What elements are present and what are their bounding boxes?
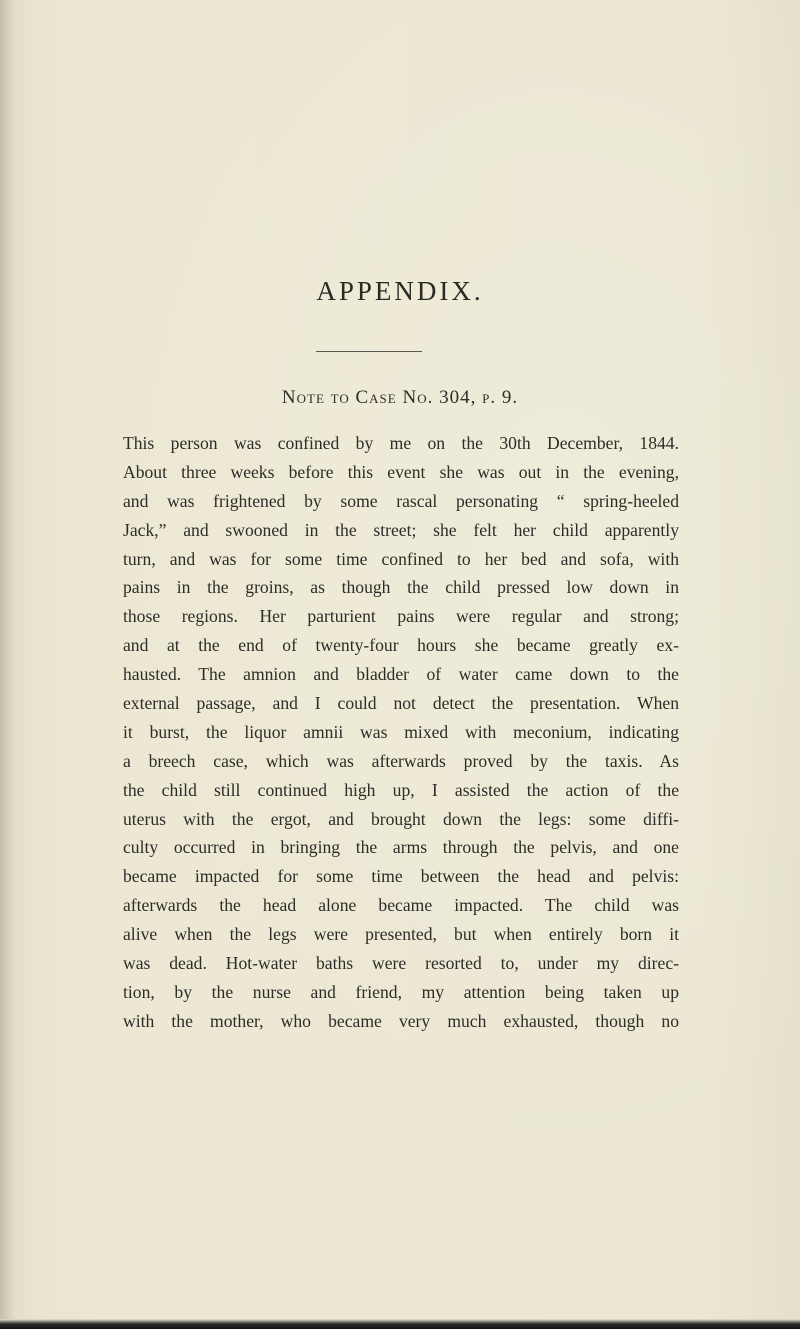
text-line: was dead. Hot-water baths were resorted to, under my direc- (123, 953, 679, 974)
text-line: it burst, the liquor amnii was mixed with meconium, indicating (123, 721, 679, 742)
text-line: culty occurred in bringing the arms through the pelvis, and one (123, 837, 679, 858)
text-line: external passage, and I could not detect the presentation. When (123, 693, 679, 714)
text-line: alive when the legs were presented, but when entirely born it (123, 924, 679, 945)
note-title: Note to Case No. 304, p. 9. (281, 387, 519, 408)
text-line: turn, and was for some time confined to her bed and sofa, with (123, 548, 679, 569)
heading-divider (316, 351, 422, 352)
appendix-heading: APPENDIX. (316, 276, 484, 306)
text-line: tion, by the nurse and friend, my attention being taken up (123, 981, 679, 1002)
binding-shadow (0, 0, 14, 1329)
text-line: those regions. Her parturient pains were regular and strong; (123, 606, 679, 627)
text-line: and was frightened by some rascal personating “ spring-heeled (123, 490, 679, 511)
text-line: a breech case, which was afterwards proved by the taxis. As (123, 750, 679, 771)
text-line: became impacted for some time between the head and pelvis: (123, 866, 679, 887)
page-bottom-edge (0, 1319, 800, 1329)
text-line: pains in the groins, as though the child pressed low down in (123, 577, 679, 598)
text-line: the child still continued high up, I assisted the action of the (123, 779, 679, 800)
text-line: About three weeks before this event she was out in the evening, (123, 461, 679, 482)
text-line: uterus with the ergot, and brought down the legs: some diffi- (123, 808, 679, 829)
text-line: and at the end of twenty-four hours she became greatly ex- (123, 635, 679, 656)
text-line: Jack,” and swooned in the street; she felt her child apparently (123, 519, 679, 540)
text-line: This person was confined by me on the 30th December, 1844. (123, 433, 679, 453)
text-line: afterwards the head alone became impacted. The child was (123, 895, 679, 916)
text-line: with the mother, who became very much exhausted, though no (123, 1010, 679, 1031)
note-paragraph (123, 429, 679, 1036)
text-line: hausted. The amnion and bladder of water came down to the (123, 664, 679, 685)
